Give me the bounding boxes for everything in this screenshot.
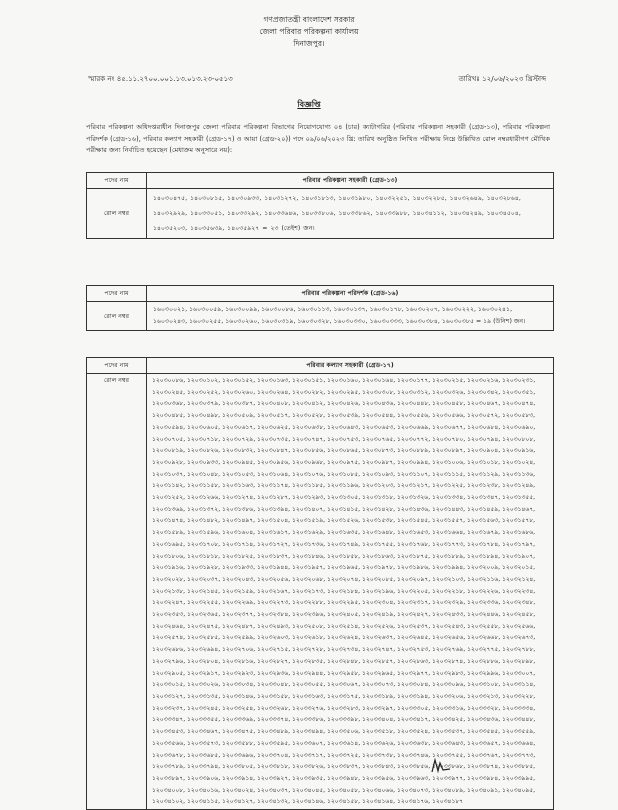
notice-title: বিজ্ঞপ্তি xyxy=(297,100,321,109)
table-row xyxy=(87,286,554,302)
header-line-1: গণপ্রজাতন্ত্রী বাংলাদেশ সরকার xyxy=(263,15,355,24)
roll-list: ১২০৩০০৮৬, ১২০৩০১০২, ১২০৩০১৫২, ১২০৩০১৬৩, ১২০৩০১৫১, ১২০৩০১৬০, ১২০৩০১৬৪, ১২০৩০১৭৭, ১২০৩০২১৫, ১২০৩০২১৬, ১২০৩০২৩১, ১২০৩০২৪৫, ১২০৩০২৫২, ১২০৩০২৬০, ১২০৩০২৬৪, ১২০৩০২৮২, ১২০৩০২৯৫, ১২০৩০৩০৮, ১২০৩০৩১২, ১২০৩০৩২৬, ১২০৩০৩৪২, ১২০৩০৩৫১, ১২০৩০৩৬৮, ১২০৩০৩৭৯, ১২০৩০৩৮৭, ১২০৩০৪০৮, ১২০৩০৪১২, ১২০৩০৪২৬, ১২০৩০৪৩৬, ১২০৩০৪৪৮, ১২০৩০৪৫৮, ১২০৩০৪৬৭, ১২০৩০৪৭৪, ১২০৩০৪৮৫, ১২০৩০৪৯৮, ১২০৩০৫০৯, ১২০৩০৫১৭, ১২০৩০৫২৮, ১২০৩০৫৩৯, ১২০৩০৫৪৪, ১২০৩০৫৫৬, ১২০৩০৫৬৬, ১২০৩০৫৭২, ১২০৩০৫৮৩, ১২০৩০৫৯৪, ১২০৩০৬০৫, ১২০৩০৬১৭, ১২০৩০৬২৫, ১২০৩০৬৩৮, ১২০৩০৬৪৩, ১২০৩০৬৫৩, ১২০৩০৬৬৯, ১২০৩০৬৭৭, ১২০৩০৬৮৪, ১২০৩০৬৯০, ১২০৩০৭০৫, ১২০৩০৭১৮, ১২০৩০৭২৯, ১২০৩০৭৩৫, ১২০৩০৭৪৭, ১২০৩০৭৫৩, ১২০৩০৭৬৫, ১২০৩০৭৭২, ১২০৩০৭৮০, ১২০৩০৭৯৪, ১২০৩০৮০৮, ১২০৩০৮১৯, ১২০৩০৮২৬, ১২০৩০৮৩২, ১২০৩০৮৪৭, ১২০৩০৮৫৬, ১২০৩০৮৬৫, ১২০৩০৮৭৩, ১২০৩০৮৮৯, ১২০৩০৮৯৭, ১২০৩০৯০৪, ১২০৩০৯১৬, ১২০৩০৯২৮, ১২০৩০৯৩৩, ১২০৩০৯৪৫, ১২০৩০৯৫৬, ১২০৩০৯৬৮, ১২০৩০৯৭৫, ১২০৩০৯৮৭, ১২০৩০৯৯৪, ১২০৩১০০৬, ১২০৩১০১৮, ১২০৩১০২৪, ১২০৩১০৩৭, ১২০৩১০৪৮, ১২০৩১০৫৩, ১২০৩১০৬৪, ১২০৩১০৭৬, ১২০৩১০৮৫, ১২০৩১০৯৩, ১২০৩১১০৭, ১২০৩১১১৫, ১২০৩১১২৯, ১২০৩১১৩৬, ১২০৩১১৪২, ১২০৩১১৫৮, ১২০৩১১৬৩, ১২০৩১১৭৪, ১২০৩১১৮৫, ১২০৩১১৯৬, ১২০৩১২০৩, ১২০৩১২১৭, ১২০৩১২২৫, ১২০৩১২৩৮, ১২০৩১২৪৯, ১২০৩১২৫২, ১২০৩১২৬৬, ১২০৩১২৭৪, ১২০৩১২৮৭, ১২০৩১২৯৩, ১২০৩১৩০৫, ১২০৩১৩১৮, ১২০৩১৩২৬, ১২০৩১৩৩৪, ১২০৩১৩৪৭, ১২০৩১৩৫৫, ১২০৩১৩৬৯, ১২০৩১৩৭২, ১২০৩১৩৮৬, ১২০৩১৩৯৪, ১২০৩১৪০৭, ১২০৩১৪১৫, ১২০৩১৪২৮, ১২০৩১৪৩৬, ১২০৩১৪৪৩, ১২০৩১৪৫৯, ১২০৩১৪৬৭, ১২০৩১৪৭৪, ১২০৩১৪৮২, ১২০৩১৪৯৭, ১২০৩১৫০৪, ১২০৩১৫১৯, ১২০৩১৫২৬, ১২০৩১৫৩৮, ১২০৩১৫৪৫, ১২০৩১৫৫৭, ১২০৩১৫৬৩, ১২০৩১৫৭৮, ১২০৩১৫৮৯, ১২০৩১৫৯৬, ১২০৩১৬০৪, ১২০৩১৬১৭, ১২০৩১৬২৯, ১২০৩১৬৩৫, ১২০৩১৬৪৮, ১২০৩১৬৫৩, ১২০৩১৬৬৪, ১২০৩১৬৭৯, ১২০৩১৬৮৬, ১২০৩১৬৯৫, ১২০৩১৭০৮, ১২০৩১৭১৪, ১২০৩১৭২৭, ১২০৩১৭৩৬, ১২০৩১৭৪৯, ১২০৩১৭৫৫, ১২০৩১৭৬৮, ১২০৩১৭৭৩, ১২০৩১৭৮৪, ১২০৩১৭৯৭, ১২০৩১৮০৬, ১২০৩১৮১৮, ১২০৩১৮২৫, ১২০৩১৮৩৭, ১২০৩১৮৪৬, ১২০৩১৮৫৮, ১২০৩১৮৬৩, ১২০৩১৮৭৫, ১২০৩১৮৮৯, ১২০৩১৮৯৪, ১২০৩১৯০৭, ১২০৩১৯১৬, ১২০৩১৯২৮, ১২০৩১৯৩৩, ১২০৩১৯৪৪, ১২০৩১৯৫৭, ১২০৩১৯৬৫, ১২০৩১৯৭৮, ১২০৩১৯৮৬, ১২০৩১৯৯৪, ১২০৩২০০৯, ১২০৩২০১৫, ১২০৩২০২৮, ১২০৩২০৩৭, ১২০৩২০৪৩, ১২০৩২০৫৬, ১২০৩২০৬৮, ১২০৩২০৭৪, ১২০৩২০৮৫, ১২০৩২০৯৭, ১২০৩২১০৩, ১২০৩২১১৬, ১২০৩২১২৪, ১২০৩২১৩৮, ১২০৩২১৪৫, ১২০৩২১৫৯, ১২০৩২১৬৭, ১২০৩২১৭৩, ১২০৩২১৮৪, ১২০৩২১৯৬, ১২০৩২২০৫, ১২০৩২২১৮, ১২০৩২২২৬, ১২০৩২২৩৪, ১২০৩২২৪৭, ১২০৩২২৫৫, ১২০৩২২৬৯, ১২০৩২২৭৩, ১২০৩২২৮৮, ১২০৩২২৯৫, ১২০৩২৩০৪, ১২০৩২৩১৭, ১২০৩২৩২৯, ১২০৩২৩৩৬, ১২০৩২৩৪৮, ১২০৩২৩৫৩, ১২০৩২৩৬৫, ১২০৩২৩৭৭, ১২০৩২৩৮৪, ১২০৩২৩৯৬, ১২০৩২৪০৫, ১২০৩২৪১৯, ১২০৩২৪২৭, ১২০৩২৪৩৩, ১২০৩২৪৪৬, ১২০৩২৪৫৮, ১২০৩২৪৬৪, ১২০৩২৪৭৫, ১২০৩২৪৮৭, ১২০৩২৪৯৩, ১২০৩২৫০৮, ১২০৩২৫১৪, ১২০৩২৫২৬, ১২০৩২৫৩৭, ১২০৩২৫৪৩, ১২০৩২৫৫৮, ১২০৩২৫৬৬, ১২০৩২৫৭৪, ১২০৩২৫৮৫, ১২০৩২৫৯৯, ১২০৩২৬০৩, ১২০৩২৬১৮, ১২০৩২৬২৪, ১২০৩২৬৩৭, ১২০৩২৬৪৫, ১২০৩২৬৫৬, ১২০৩২৬৬৮, ১২০৩২৬৭৩, ১২০৩২৬৮৬, ১২০৩২৬৯৪, ১২০৩২৭০৬, ১২০৩২৭১৫, ১২০৩২৭২৮, ১২০৩২৭৩৪, ১২০৩২৭৪৭, ১২০৩২৭৫৩, ১২০৩২৭৬৯, ১২০৩২৭৭৫, ১২০৩২৭৮৮, ১২০৩২৭৯৬, ১২০৩২৮০৪, ১২০৩২৮১৬, ১২০৩২৮২৭, ১২০৩২৮৩৫, ১২০৩২৮৪৮, ১২০৩২৮৫৭, ১২০৩২৮৬৩, ১২০৩২৮৭৪, ১২০৩২৮৮৬, ১২০৩২৮৯৮, ১২০৩২৯০৫, ১২০৩২৯১৭, ১২০৩২৯২৩, ১২০৩২৯৩৬, ১২০৩২৯৪৪, ১২০৩২৯৫৮, ১২০৩২৯৬৫, ১২০৩২৯৭৭, ১২০৩২৯৮৩, ১২০৩২৯৯৬, ১২০৩৩০০৭, ১২০৩৩০১৫, ১২০৩৩০২৬, ১২০৩৩০৩৪, ১২০৩৩০৪৮, ১২০৩৩০৫৫, ১২০৩৩০৬৭, ১২০৩৩০৭৩, ১২০৩৩০৮৪, ১২০৩৩০৯৬, ১২০৩৩১০৮, ১২০৩৩১১৪, ১২০৩৩১২৭, ১২০৩৩১৩৫, ১২০৩৩১৪৬, ১২০৩৩১৫৮, ১২০৩৩১৬৩, ১২০৩৩১৭৫, ১২০৩৩১৮৯, ১২০৩৩১৯৪, ১২০৩৩২০৬, ১২০৩৩২১৩, ১২০৩৩২২৮, ১২০৩৩২৩৭, ১২০৩৩২৪৫, ১২০৩৩২৫৪, ১২০৩৩২৬৮, ১২০৩৩২৭৬, ১২০৩৩২৮৩, ১২০৩৩২৯৭, ১২০৩৩৩০৫, ১২০৩৩৩১৬, ১২০৩৩৩২৮, ১২০৩৩৩৩৪, ১২০৩৩৩৪৭, ১২০৩৩৩৫৫, ১২০৩৩৩৬৯, ১২০৩৩৩৭৪, ১২০৩৩৩৮৬, ১২০৩৩৩৯৮, ১২০৩৩৪০৪, ১২০৩৩৪১৭, ১২০৩৩৪২৫, ১২০৩৩৪৩৬, ১২০৩৩৪৪৮, ১২০৩৩৪৫৩, ১২০৩৩৪৬৭, ১২০৩৩৪৭৫, ১২০৩৩৪৮৯, ১২০৩৩৪৯৪, ১২০৩৩৫০৬, ১২০৩৩৫১৮, ১২০৩৩৫২৪, ১২০৩৩৫৩৭, ১২০৩৩৫৪৫, ১২০৩৩৫৫৯, ১২০৩৩৫৬৬, ১২০৩৩৫৭৩, ১২০৩৩৫৮৮, ১২০৩৩৫৯৫, ১২০৩৩৬০৭, ১২০৩৩৬১৪, ১২০৩৩৬২৬, ১২০৩৩৬৩৮, ১২০৩৩৬৪৩, ১২০৩৩৬৫৭, ১২০৩৩৬৬৪, ১২০৩৩৬৭৮, ১২০৩৩৬৮৫, ১২০৩৩৬৯৬, ১২০৩৩৭০৪, ১২০৩৩৭১৭, ১২০৩৩৭২৫, ১২০৩৩৭৩৮, ১২০৩৩৭৪৬, ১২০৩৩৭৫৫, ১২০৩৩৭৬৭, ১২০৩৩৭৭৩, ১২০৩৩৭৮৯, ১২০৩৩৭৯৪, ১২০৩৩৮০৫, ১২০৩৩৮১৮, ১২০৩৩৮২৬, ১২০৩৩৮৩৭, ১২০৩৩৮৪৩, ১২০৩৩৮৫৬, ১২০৩৩৮৬৮, ১২০৩৩৮৭৪, ১২০৩৩৮৮৫, ১২০৩৩৮৯৭, ১২০৩৩৯০৬, ১২০৩৩৯১৪, ১২০৩৩৯২৭, ১২০৩৩৯৩৫, ১২০৩৩৯৪৮, ১২০৩৩৯৫৬, ১২০৩৩৯৬৩, ১২০৩৩৯৭৭, ১২০৩৩৯৮৪, ১২০৩৩৯৯৫, ১২০৩৪০০৮, ১২০৩৪০১৬, ১২০৩৪০২৪, ১২০৩৪০৩৭, ১২০৩৪০৪৫, ১২০৩৪০৫৮, ১২০৩৪০৬৬, ১২০৩৪০৭৩, ১২০৩৪০৮৯, ১২০৩৪০৯১, ১২০৩৪০৯৫, ১২০৩৪১০২, ১২০৩৪১১৫, ১২০৩৪১২৭, ১২০৩৪১৩২, ১২০৩৪১৪৬, ১২০৩৪১৫৮, ১২০৩৪১৬৪, ১২০৩৪১৭৬, ১২০৩৪১৮৭ xyxy=(147,374,554,810)
header-line-3: দিনাজপুর। xyxy=(293,39,325,48)
roll-label: রোল নম্বর xyxy=(87,189,147,239)
post-label: পদের নাম xyxy=(87,286,147,302)
roll-label: রোল নম্বর xyxy=(87,302,147,331)
post-title: পরিবার পরিকল্পনা সহকারী (গ্রেড-১৩) xyxy=(147,173,554,189)
roll-label: রোল নম্বর xyxy=(87,374,147,810)
memo-date: তারিখঃ ১২/০৬/২০২৩ খ্রিস্টাব্দ xyxy=(458,75,546,83)
post-title: পরিবার পরিকল্পনা পরিদর্শক (গ্রেড-১৬) xyxy=(147,286,554,302)
table-row xyxy=(87,302,554,331)
table-row xyxy=(87,374,554,810)
post-title: পরিবার কল্যাণ সহকারী (গ্রেড-১৭) xyxy=(147,358,554,374)
post-label: পদের নাম xyxy=(87,173,147,189)
table-row xyxy=(87,173,554,189)
signature-mark xyxy=(430,754,452,776)
intro-paragraph: পরিবার পরিকল্পনা অধিদপ্তরাধীন দিনাজপুর জেলা পরিবার পরিকল্পনা বিভাগের নিয়োগযোগ্য ০৪ (চার) ক্যাটাগরির (পরিবার পরিকল্পনা সহকারী (গ্রেড-১৩), পরিবার পরিকল্পনা পরিদর্শক (গ্রেড-১৬), পরিবার কল্যাণ সহকারী (গ্রেড-১৭) ও আয়া (গ্রেড-২০)) পদে ০৯/০৬/২০২৩ খ্রি: তারিখ অনুষ্ঠিত লিখিত পরীক্ষায় নিম্নে উল্লিখিত রোল নম্বরধারীগণ মৌখিক পরীক্ষার জন্য নির্বাচিত হয়েছেন (মেধাক্রম অনুসারে নয়): xyxy=(86,123,550,154)
memo-number: স্মারক নং ৪৫.১১.২৭০০.০০১.১৩.০১৩.২৩-০৫১৩ xyxy=(88,75,233,83)
post-label: পদের নাম xyxy=(87,358,147,374)
table-row xyxy=(87,358,554,374)
table-fpi xyxy=(86,285,554,331)
table-fwa xyxy=(86,357,554,810)
header-line-2: জেলা পরিবার পরিকল্পনা কার্যালয় xyxy=(259,27,359,36)
table-fpa xyxy=(86,172,554,239)
roll-list: ১৪০৩০৪৭৫, ১৪০৩০৮১৫, ১৪০৩০৯৩৩, ১৪০৩১২৭২, ১৪০৩১৮১৩, ১৪০৩১৯৮০, ১৪০৩২২৫১, ১৪০৩২২৮৫, ১৪০৩২৬৪৯, ১৪০৩২৮৬৪, ১৪০৩২৯২৯, ১৪০৩৩০৫১, ১৪০৩৩২৯২, ১৪০৩৩৬৪৬, ১৪০৩৩৮০৬, ১৪০৩৩৮৬২, ১৪০৩৩৯৮৮, ১৪০৩৪১১২, ১৪০৩৪২৪৯, ১৪০৩৪৫০৪, ১৪০৩৫২০৩, ১৪০৩৫৬৩৯, ১৪০৩৫৯২৭ = ২৩ (তেইশ) জন। xyxy=(147,189,554,239)
table-row xyxy=(87,189,554,239)
roll-list: ১৬০৩০০২১, ১৬০৩০০৫৯, ১৬০৩০০৯৯, ১৬০৩০০৮৬, ১৬০৩০১১৩, ১৬০৩০১৩৭, ১৬০৩০১৭৮, ১৬০৩০২০৭, ১৬০৩০২২২, ১৬০৩০২৪১, ১৬০৩০২৪৩, ১৬০৩০২৫৫, ১৬০৩০২৬০, ১৬০৩০৩১৯, ১৬০৩০৩২৮, ১৬০৩০৩৩০, ১৬০৩০৩৩৩, ১৬০৩০৩৮৪, ১৬০৩০৩৮৫ = ১৯ (উনিশ) জন। xyxy=(147,302,554,331)
office-header xyxy=(0,14,618,50)
